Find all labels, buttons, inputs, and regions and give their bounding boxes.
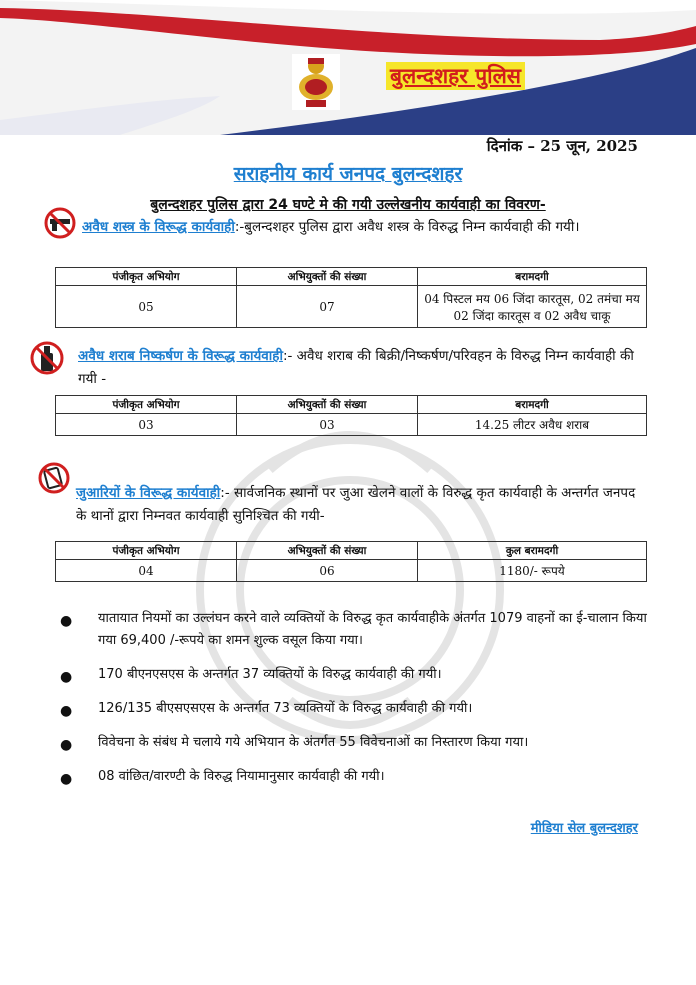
bullet-icon: ● <box>60 771 73 787</box>
table-cell: 04 <box>56 560 237 582</box>
brand-title: बुलन्दशहर पुलिस <box>386 62 525 90</box>
list-item <box>60 698 650 720</box>
signature: मीडिया सेल बुलन्दशहर <box>530 821 638 836</box>
section-liquor-heading <box>78 345 648 391</box>
table-header: अभियुक्तों की संख्या <box>237 268 418 286</box>
gambling-table <box>55 541 647 582</box>
section-gambling-heading <box>76 482 642 528</box>
list-item <box>60 732 650 754</box>
no-alcohol-icon <box>30 340 64 376</box>
action-bullet-list <box>60 608 650 800</box>
table-cell: 03 <box>56 414 237 436</box>
table-header: अभियुक्तों की संख्या <box>237 396 418 414</box>
table-header: बरामदगी <box>418 268 647 286</box>
table-cell: 06 <box>237 560 418 582</box>
table-cell: 03 <box>237 414 418 436</box>
table-cell: 05 <box>56 286 237 328</box>
section-arms-text: :-बुलन्दशहर पुलिस द्वारा अवैध शस्त्र के विरुद्ध निम्न कार्यवाही की गयी। <box>234 219 580 235</box>
table-header: पंजीकृत अभियोग <box>56 542 237 560</box>
no-gun-icon <box>42 207 78 239</box>
section-liquor-label: अवैध शराब निष्कर्षण के विरूद्ध कार्यवाही <box>78 348 283 364</box>
list-item <box>60 664 650 686</box>
document-date: दिनांक – 25 जून, 2025 <box>486 137 638 155</box>
bullet-text: 170 बीएनएसएस के अन्तर्गत 37 व्यक्तियों के विरुद्ध कार्यवाही की गयी। <box>98 667 442 682</box>
page-subtitle: बुलन्दशहर पुलिस द्वारा 24 घण्टे मे की गयी उल्लेखनीय कार्यवाही का विवरण- <box>150 197 546 213</box>
table-cell: 1180/- रूपये <box>418 560 647 582</box>
section-arms-label: अवैध शस्त्र के विरूद्ध कार्यवाही <box>82 219 235 235</box>
arms-table <box>55 267 647 328</box>
table-header: बरामदगी <box>418 396 647 414</box>
list-item <box>60 766 650 788</box>
bullet-icon: ● <box>60 737 73 753</box>
section-arms-heading <box>82 216 642 239</box>
page-title: सराहनीय कार्य जनपद बुलन्दशहर <box>233 163 463 185</box>
table-cell: 14.25 लीटर अवैध शराब <box>418 414 647 436</box>
section-gambling-label: जुआरियों के विरूद्ध कार्यवाही <box>76 485 221 501</box>
no-gambling-icon <box>36 462 72 494</box>
bullet-icon: ● <box>60 703 73 719</box>
header-banner <box>0 0 696 135</box>
bullet-text: 08 वांछित/वारण्टी के विरुद्ध नियामानुसार कार्यवाही की गयी। <box>98 769 385 784</box>
table-cell: 04 पिस्टल मय 06 जिंदा कारतूस, 02 तमंचा मय 02 जिंदा कारतूस व 02 अवैध चाकू <box>418 286 647 328</box>
table-cell: 07 <box>237 286 418 328</box>
section-liquor-text: :- अवैध शराब की बिक्री/निष्कर्षण/परिवहन के विरुद्ध निम्न कार्यवाही की गयी - <box>78 348 634 387</box>
bullet-text: 126/135 बीएसएसएस के अन्तर्गत 73 व्यक्तियों के विरुद्ध कार्यवाही की गयी। <box>98 701 473 716</box>
table-header: कुल बरामदगी <box>418 542 647 560</box>
bullet-icon: ● <box>60 613 73 629</box>
list-item <box>60 608 650 652</box>
section-gambling-text: :- सार्वजनिक स्थानों पर जुआ खेलने वालों के विरुद्ध कृत कार्यवाही के अन्तर्गत जनपद के थानों द्वारा निम्नवत कार्यवाही सुनिश्चित की गयी- <box>76 485 636 524</box>
liquor-table <box>55 395 647 436</box>
bullet-text: यातायात नियमों का उल्लंघन करने वाले व्यक्तियों के विरुद्ध कृत कार्यवाहीके अंतर्गत 1079 वाहनों का ई-चालान किया गया 69,400 /-रूपये का शमन शुल्क वसूल किया गया। <box>98 611 647 648</box>
table-header: पंजीकृत अभियोग <box>56 268 237 286</box>
table-header: अभियुक्तों की संख्या <box>237 542 418 560</box>
table-header: पंजीकृत अभियोग <box>56 396 237 414</box>
bullet-text: विवेचना के संबंध मे चलाये गये अभियान के अंतर्गत 55 विवेचनाओं का निस्तारण किया गया। <box>98 735 529 750</box>
police-emblem-icon <box>292 54 340 110</box>
bullet-icon: ● <box>60 669 73 685</box>
